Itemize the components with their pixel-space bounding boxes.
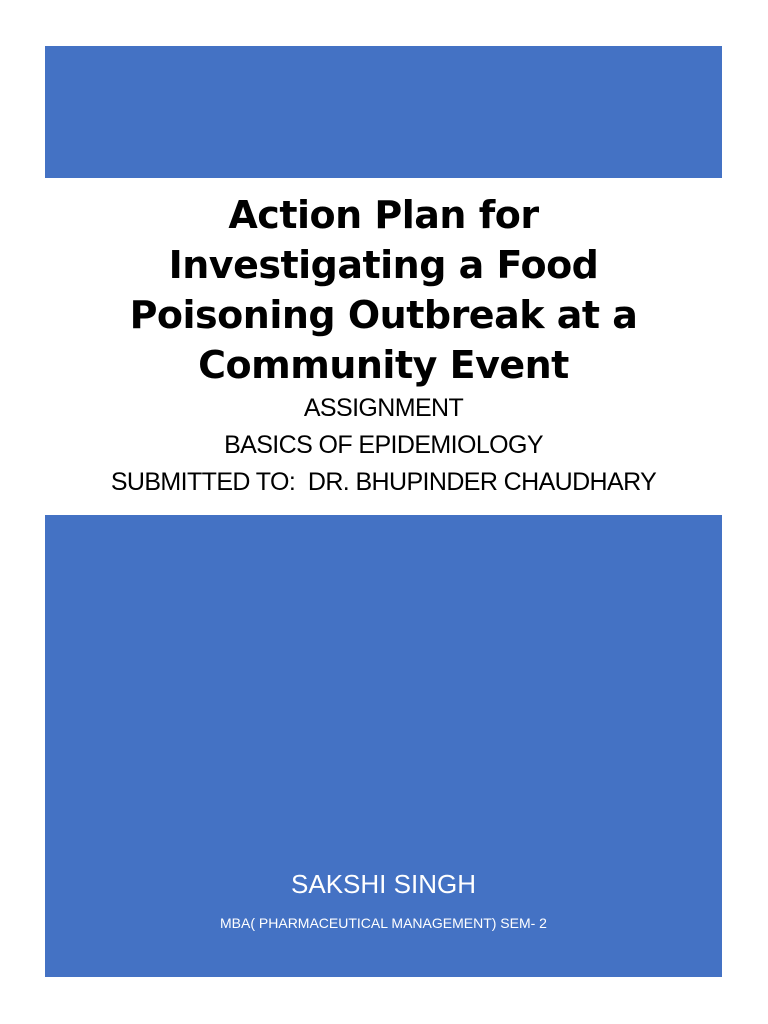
submitted-to: SUBMITTED TO: DR. BHUPINDER CHAUDHARY	[110, 468, 657, 496]
course-name: BASICS OF EPIDEMIOLOGY	[224, 431, 543, 459]
assignment-label: ASSIGNMENT	[303, 394, 464, 422]
title-line: Investigating a Food	[168, 243, 599, 287]
document-title	[45, 190, 722, 390]
title-block	[45, 190, 722, 501]
author-name: SAKSHI SINGH	[291, 869, 476, 899]
title-line: Community Event	[198, 343, 569, 387]
title-line: Poisoning Outbreak at a	[129, 293, 638, 337]
top-color-band	[45, 46, 722, 178]
title-line: Action Plan for	[228, 193, 539, 237]
bottom-color-band	[45, 515, 722, 977]
program-info: MBA( PHARMACEUTICAL MANAGEMENT) SEM- 2	[220, 915, 547, 931]
